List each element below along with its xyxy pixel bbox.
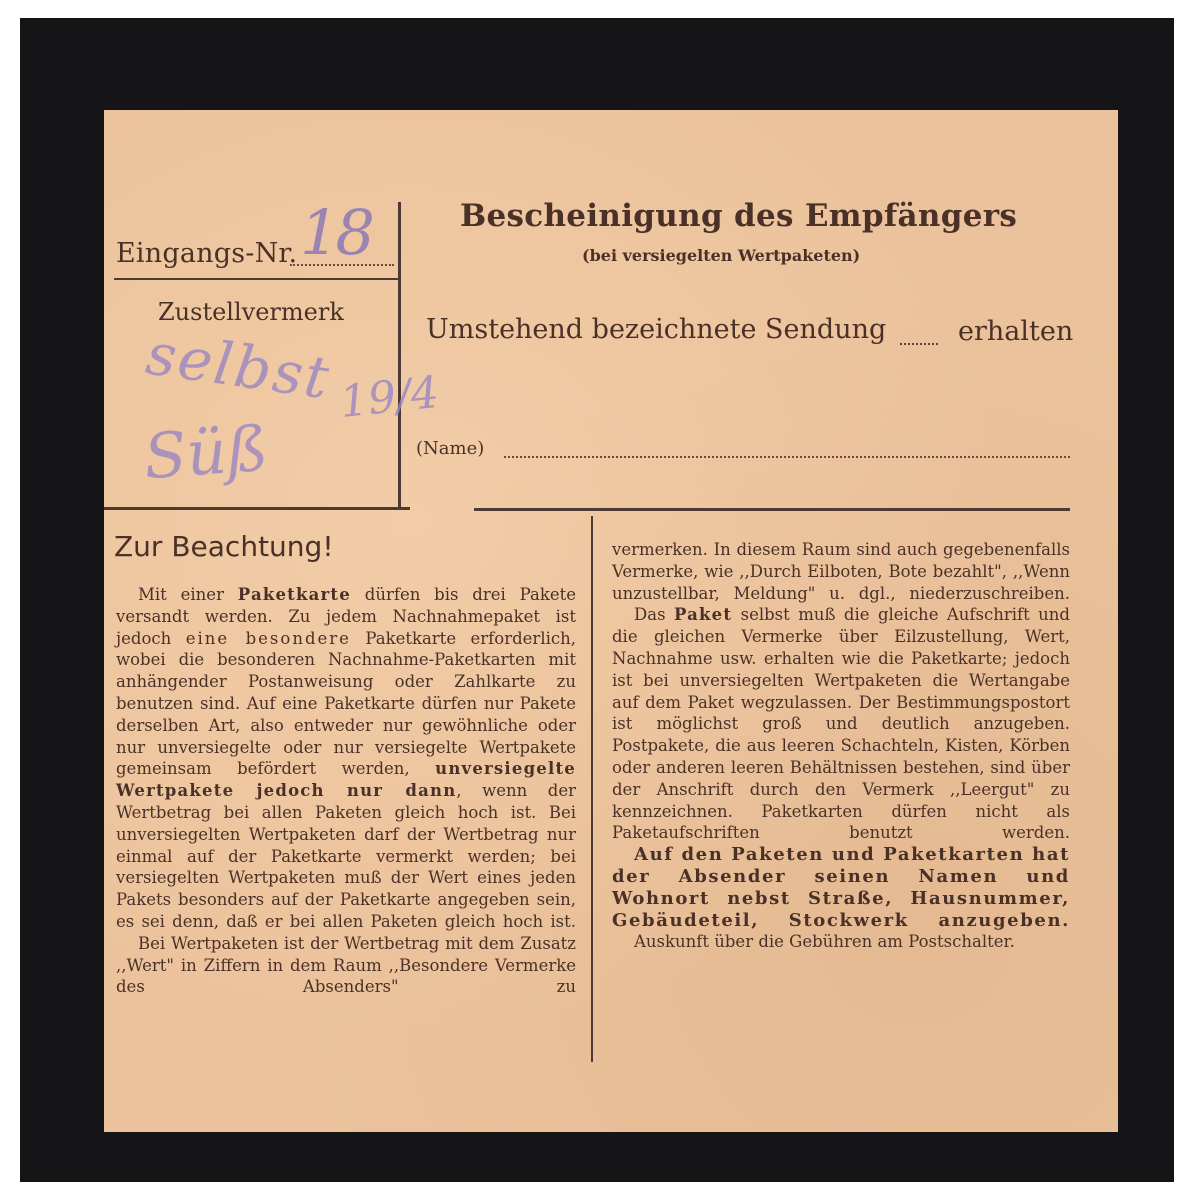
receipt-erhalten: erhalten — [958, 316, 1074, 347]
notes-paragraph: vermerken. In diesem Raum sind auch gegebenenfalls Vermerke, wie ,,Durch Eilboten, Bote bezahlt", ,,Wenn unzustellbar, Meldung" u. dgl., niederzuschreiben. — [612, 540, 1070, 603]
form-subtitle: (bei versiegelten Wertpaketen) — [582, 246, 861, 265]
bold-text: Paketkarte — [237, 585, 351, 604]
notes-right-column — [612, 539, 1070, 953]
receipt-statement: Umstehend bezeichnete Sendung — [426, 314, 887, 345]
text: dürfen bis drei Pakete versandt werden. Zu jedem Nachnahmepaket ist jedoch — [116, 585, 576, 648]
eingangs-nr-label: Eingangs-Nr. — [116, 238, 298, 269]
text: , wenn der Wertbetrag bei allen Paketen gleich hoch ist. Bei unversiegelten Wertpaketen darf der Wertbetrag nur einmal auf der Paketkarte vermerkt werden; bei versiegelten Wertpaketen muß der Wert eines jeden Pakets besonders auf der Paketkarte angegeben sein, es sei denn, daß er bei allen Paketen gleich hoch ist. — [116, 781, 577, 931]
notes-heading: Zur Beachtung! — [114, 530, 334, 563]
handwritten-entry-number: 18 — [300, 196, 371, 269]
handwritten-delivery-note: selbst — [142, 319, 335, 413]
text: Das — [634, 605, 674, 625]
notes-left-column — [116, 584, 576, 998]
text: Mit einer — [138, 585, 238, 604]
form-title: Bescheinigung des Empfängers — [460, 198, 1018, 234]
zustellvermerk-label: Zustellvermerk — [158, 298, 344, 326]
divider-line — [114, 278, 399, 280]
divider-line — [474, 508, 1070, 511]
text: Paketkarte erforderlich, wobei die besonderen Nachnahme-Paketkarten mit anhängender Postanweisung oder Zahlkarte zu benutzen sind. Auf eine Paketkarte dürfen nur Pakete derselben Art, also entweder nur gewöhnliche oder nur unversiegelte oder nur versiegelte Wertpakete gemeinsam befördert werden, — [116, 628, 576, 779]
bold-text: unversiegelte Wertpakete jedoch nur dann — [116, 759, 576, 801]
notes-paragraph: Auskunft über die Gebühren am Postschalter. — [634, 932, 1015, 952]
column-divider — [591, 516, 593, 1062]
name-label: (Name) — [416, 438, 485, 459]
receipt-dotted-line — [900, 343, 938, 345]
divider-line — [104, 507, 410, 510]
notes-paragraph — [116, 584, 576, 933]
parcel-card-back — [104, 110, 1118, 1132]
sender-instruction: Auf den Paketen und Paketkarten hat der Absender seinen Namen und Wohnort nebst Straße, Hausnummer, Gebäudeteil, Stockwerk anzugeben. — [612, 844, 1070, 931]
name-field[interactable] — [504, 456, 1070, 458]
text: selbst muß die gleiche Aufschrift und die gleichen Vermerke über Eilzustellung, Wert, Nachnahme usw. erhalten wie die Paketkarte; jedoch ist bei unversiegelten Wertpaketen die Wertangabe auf dem Paket wegzulassen. Der Bestimmungspostort ist möglichst groß und deutlich anzugeben. Postpakete, die aus leeren Schachteln, Kisten, Körben oder anderen leeren Behältnissen bestehen, sind über der Anschrift durch den Vermerk ,,Leergut" zu kennzeichnen. Paketkarten dürfen nicht als Paketaufschriften benutzt werden. — [612, 605, 1070, 843]
notes-paragraph: Bei Wertpaketen ist der Wertbetrag mit dem Zusatz ,,Wert" in Ziffern in dem Raum ,,Besondere Vermerke des Absenders" zu — [116, 933, 576, 997]
bold-text: Paket — [673, 605, 733, 625]
handwritten-initials: Süß — [141, 411, 271, 494]
notes-paragraph — [612, 604, 1070, 844]
divider-line — [398, 202, 401, 508]
spaced-text: eine besondere — [185, 628, 351, 648]
handwritten-delivery-date: 19/4 — [337, 366, 442, 429]
